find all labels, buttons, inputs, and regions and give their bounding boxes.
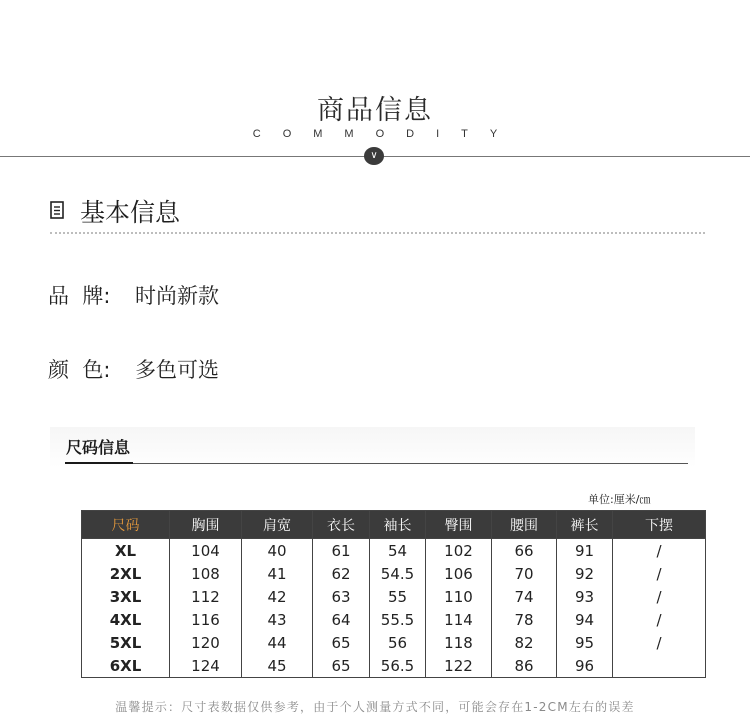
table-cell: 55 bbox=[370, 585, 426, 608]
table-cell: 54 bbox=[370, 539, 426, 563]
table-row bbox=[82, 539, 706, 563]
table-cell: 42 bbox=[242, 585, 313, 608]
table-cell: 65 bbox=[313, 631, 370, 654]
table-cell: 91 bbox=[557, 539, 613, 563]
table-cell: 65 bbox=[313, 654, 370, 678]
column-header: 裤长 bbox=[557, 511, 613, 539]
table-cell: 95 bbox=[557, 631, 613, 654]
table-cell: / bbox=[613, 585, 706, 608]
table-header-row bbox=[82, 511, 706, 539]
size-heading-band bbox=[50, 427, 695, 467]
page-subtitle: COMMODITY bbox=[252, 128, 520, 140]
table-cell: XL bbox=[82, 539, 170, 563]
table-cell: 92 bbox=[557, 562, 613, 585]
table-cell: 116 bbox=[170, 608, 242, 631]
table-cell: 5XL bbox=[82, 631, 170, 654]
table-cell: 78 bbox=[492, 608, 557, 631]
chevron-down-icon: ∨ bbox=[364, 147, 384, 165]
table-cell: 110 bbox=[426, 585, 492, 608]
table-row bbox=[82, 608, 706, 631]
table-cell: 3XL bbox=[82, 585, 170, 608]
table-cell: 124 bbox=[170, 654, 242, 678]
table-cell: 6XL bbox=[82, 654, 170, 678]
size-info-title: 尺码信息 bbox=[66, 438, 131, 457]
column-header: 袖长 bbox=[370, 511, 426, 539]
size-tip: 温馨提示：尺寸表数据仅供参考，由于个人测量方式不同，可能会存在1-2CM左右的误差 bbox=[115, 700, 635, 714]
table-cell: 122 bbox=[426, 654, 492, 678]
table-row bbox=[82, 562, 706, 585]
table-cell: 93 bbox=[557, 585, 613, 608]
section-title: 基本信息 bbox=[80, 198, 181, 227]
table-cell: 112 bbox=[170, 585, 242, 608]
column-header: 下摆 bbox=[613, 511, 706, 539]
brand-label: 品 牌: bbox=[48, 284, 111, 308]
page-title: 商品信息 bbox=[317, 95, 433, 126]
column-header: 尺码 bbox=[82, 511, 170, 539]
table-cell: 82 bbox=[492, 631, 557, 654]
table-cell: 104 bbox=[170, 539, 242, 563]
table-cell: 70 bbox=[492, 562, 557, 585]
table-cell: 44 bbox=[242, 631, 313, 654]
table-cell: 54.5 bbox=[370, 562, 426, 585]
table-cell: 40 bbox=[242, 539, 313, 563]
column-header: 臀围 bbox=[426, 511, 492, 539]
column-header: 肩宽 bbox=[242, 511, 313, 539]
table-cell: 56.5 bbox=[370, 654, 426, 678]
table-cell: 4XL bbox=[82, 608, 170, 631]
table-cell: 55.5 bbox=[370, 608, 426, 631]
table-cell: 120 bbox=[170, 631, 242, 654]
table-cell: / bbox=[613, 608, 706, 631]
document-icon bbox=[50, 201, 64, 219]
table-cell: 64 bbox=[313, 608, 370, 631]
table-cell: 118 bbox=[426, 631, 492, 654]
table-cell: / bbox=[613, 562, 706, 585]
size-divider bbox=[133, 463, 688, 464]
column-header: 胸围 bbox=[170, 511, 242, 539]
table-cell: 94 bbox=[557, 608, 613, 631]
table-cell: 106 bbox=[426, 562, 492, 585]
table-cell: 62 bbox=[313, 562, 370, 585]
column-header: 衣长 bbox=[313, 511, 370, 539]
table-cell: 63 bbox=[313, 585, 370, 608]
table-cell: 2XL bbox=[82, 562, 170, 585]
table-cell: 43 bbox=[242, 608, 313, 631]
size-title-underline bbox=[65, 462, 133, 464]
table-cell: 86 bbox=[492, 654, 557, 678]
table-cell: 61 bbox=[313, 539, 370, 563]
table-cell: 45 bbox=[242, 654, 313, 678]
table-cell: 66 bbox=[492, 539, 557, 563]
size-table bbox=[81, 510, 706, 678]
table-cell: / bbox=[613, 631, 706, 654]
color-label: 颜 色: bbox=[48, 358, 111, 382]
unit-label: 单位:厘米/㎝ bbox=[588, 493, 651, 506]
column-header: 腰围 bbox=[492, 511, 557, 539]
table-cell: 96 bbox=[557, 654, 613, 678]
table-cell: 74 bbox=[492, 585, 557, 608]
table-row bbox=[82, 585, 706, 608]
table-cell: 56 bbox=[370, 631, 426, 654]
table-cell bbox=[613, 654, 706, 678]
table-cell: / bbox=[613, 539, 706, 563]
table-cell: 114 bbox=[426, 608, 492, 631]
table-row bbox=[82, 654, 706, 678]
table-cell: 108 bbox=[170, 562, 242, 585]
table-row bbox=[82, 631, 706, 654]
color-value: 多色可选 bbox=[135, 358, 219, 382]
brand-value: 时尚新款 bbox=[135, 284, 219, 308]
dotted-divider bbox=[50, 232, 705, 234]
table-cell: 102 bbox=[426, 539, 492, 563]
table-cell: 41 bbox=[242, 562, 313, 585]
